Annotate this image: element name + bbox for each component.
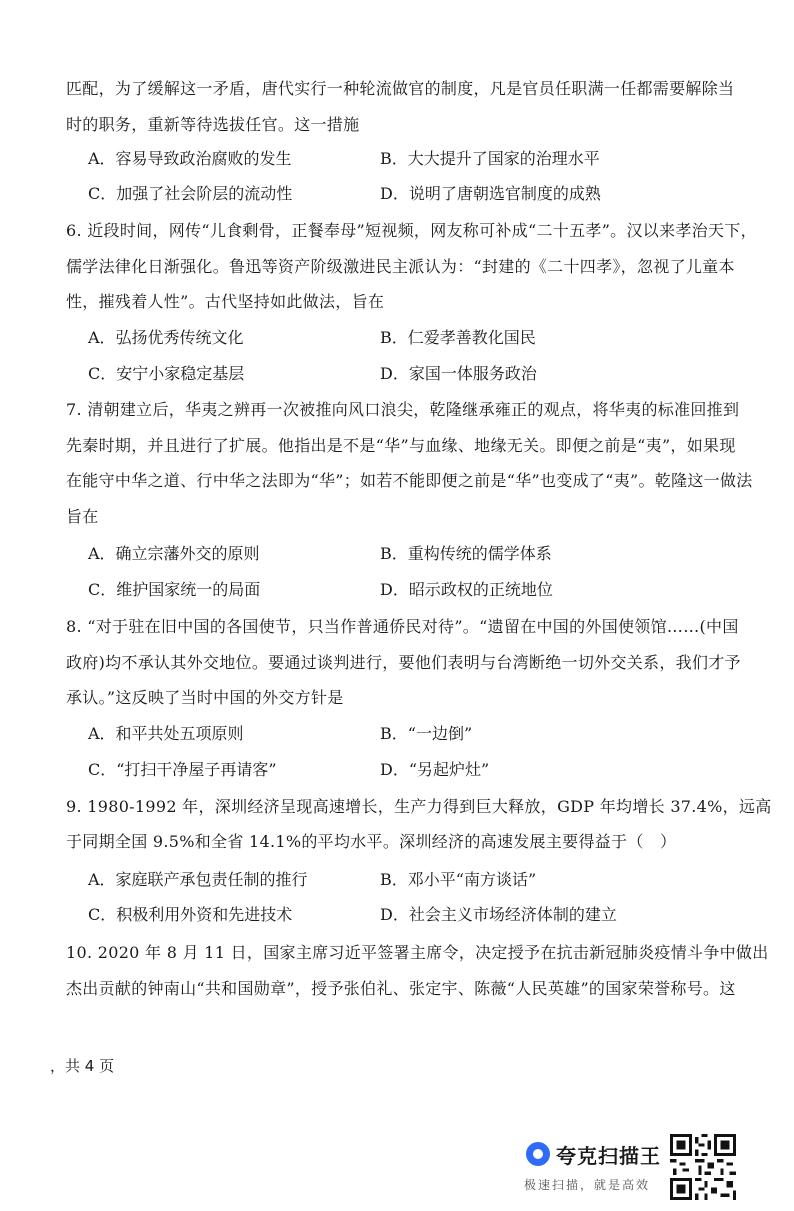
- question-7-stem-line-2: 先秦时期，并且进行了扩展。他指出是不是“华”与血缘、地缘无关。即便之前是“夷”，如果现: [66, 436, 736, 455]
- q6-option-b: B．仁爱孝善教化国民: [380, 328, 536, 347]
- question-7-stem-line-1: 7. 清朝建立后，华夷之辨再一次被推向风口浪尖，乾隆继承雍正的观点，将华夷的标准回推到: [66, 400, 740, 419]
- q5-option-a: A．容易导致政治腐败的发生: [88, 149, 292, 168]
- q8-option-c: C．“打扫干净屋子再请客”: [88, 760, 277, 779]
- quark-logo-icon: [526, 1142, 550, 1166]
- brand-name: 夸克扫描王: [556, 1144, 661, 1168]
- qr-code-icon: [670, 1134, 736, 1200]
- question-9-stem-line-2: 于同期全国 9.5%和全省 14.1%的平均水平。深圳经济的高速发展主要得益于（ ）: [66, 832, 677, 851]
- q6-option-c: C．安宁小家稳定基层: [88, 364, 245, 383]
- q7-option-d: D．昭示政权的正统地位: [380, 580, 553, 599]
- q9-option-d: D．社会主义市场经济体制的建立: [380, 905, 617, 924]
- q8-option-d: D．“另起炉灶”: [380, 760, 490, 779]
- question-8-stem-line-1: 8. “对于驻在旧中国的各国使节，只当作普通侨民对待”。“遗留在中国的外国使领馆……(中国: [66, 617, 739, 636]
- question-6-stem-line-3: 性，摧残着人性”。古代坚持如此做法，旨在: [66, 292, 385, 311]
- q9-option-b: B．邓小平“南方谈话”: [380, 870, 537, 889]
- q6-option-a: A．弘扬优秀传统文化: [88, 328, 244, 347]
- question-5-stem-line-2: 时的职务，重新等待选拔任官。这一措施: [66, 115, 360, 134]
- question-6-stem-line-2: 儒学法律化日渐强化。鲁迅等资产阶级激进民主派认为：“封建的《二十四孝》，忽视了儿童本: [66, 257, 735, 276]
- q5-option-b: B．大大提升了国家的治理水平: [380, 149, 600, 168]
- q5-option-d: D．说明了唐朝选官制度的成熟: [380, 184, 601, 203]
- q9-option-a: A．家庭联产承包责任制的推行: [88, 870, 308, 889]
- scanner-watermark: [522, 1136, 668, 1200]
- question-6-stem-line-1: 6. 近段时间，网传“儿食剩骨，正餐奉母”短视频，网友称可补成“二十五孝”。汉以来孝治天下，: [66, 221, 757, 240]
- q7-option-b: B．重构传统的儒学体系: [380, 544, 552, 563]
- question-10-stem-line-2: 杰出贡献的钟南山“共和国勋章”，授予张伯礼、张定宇、陈薇“人民英雄”的国家荣誉称号。这: [66, 979, 736, 998]
- page-footer: ，共 4 页: [50, 1057, 115, 1075]
- question-8-stem-line-2: 政府)均不承认其外交地位。要通过谈判进行，要他们表明与台湾断绝一切外交关系，我们才予: [66, 653, 741, 672]
- q8-option-a: A．和平共处五项原则: [88, 724, 244, 743]
- question-5-stem-line-1: 匹配，为了缓解这一矛盾，唐代实行一种轮流做官的制度，凡是官员任职满一任都需要解除当: [66, 79, 735, 98]
- q6-option-d: D．家国一体服务政治: [380, 364, 537, 383]
- q8-option-b: B．“一边倒”: [380, 724, 473, 743]
- brand-slogan: 极速扫描，就是高效: [524, 1178, 651, 1192]
- question-8-stem-line-3: 承认。”这反映了当时中国的外交方针是: [66, 688, 344, 707]
- question-9-stem-line-1: 9. 1980-1992 年，深圳经济呈现高速增长，生产力得到巨大释放，GDP 年均增长 37.4%，远高: [66, 797, 772, 816]
- question-10-stem-line-1: 10. 2020 年 8 月 11 日，国家主席习近平签署主席令，决定授予在抗击新冠肺炎疫情斗争中做出: [66, 943, 769, 962]
- question-7-stem-line-3: 在能守中华之道、行中华之法即为“华”；如若不能即便之前是“华”也变成了“夷”。乾隆这一做法: [66, 471, 753, 490]
- q5-option-c: C．加强了社会阶层的流动性: [88, 184, 293, 203]
- q7-option-a: A．确立宗藩外交的原则: [88, 544, 260, 563]
- q7-option-c: C．维护国家统一的局面: [88, 580, 261, 599]
- question-7-stem-line-4: 旨在: [66, 507, 99, 526]
- q9-option-c: C．积极利用外资和先进技术: [88, 905, 293, 924]
